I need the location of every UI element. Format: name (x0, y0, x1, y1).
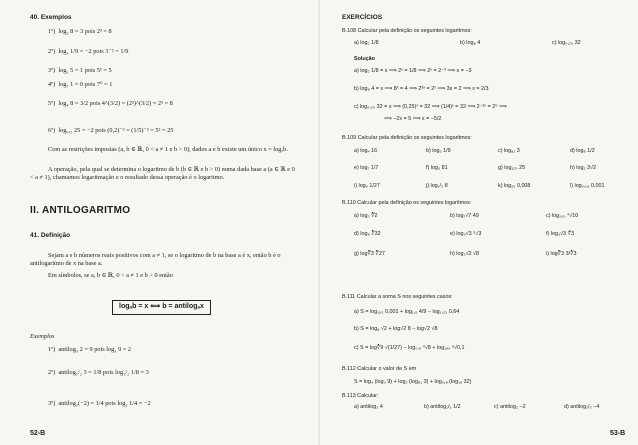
b111-item-c: c) S = log∛9 √(1/27) − log₀,₅ ⁴√8 + log₁₉₆ ⁶√0,1 (354, 345, 465, 351)
b109-item: f) log₃ 81 (426, 165, 448, 171)
definition-paragraph: Sejam a e b números reais positivos com a ≠ 1, se o logaritmo de b na base a é x, então b é o antilogaritmo de x na base a. (30, 252, 281, 267)
solution-b: b) log₈ 4 = x ⟹ 8ˣ = 4 ⟹ 2³ˣ = 2² ⟹ 3x = 2 ⟹ x = 2/3 (354, 86, 489, 92)
solution-a: a) log₂ 1/8 = x ⟹ 2ˣ = 1/8 ⟹ 2ˣ = 2⁻³ ⟹ x = −3 (354, 68, 472, 74)
example-4: 4º) log₇ 1 = 0 pois 7⁰ = 1 (48, 81, 113, 88)
b113-item: d) antilog₁/₃ −4 (564, 404, 600, 410)
b112-prompt: B.112 Calcular o valor de S em (342, 366, 417, 372)
b110-item: e) log₃√3 ⁵√3 (450, 231, 482, 237)
right-page (320, 0, 638, 445)
symbols-paragraph: Em símbolos, se a, b ∈ ℝ, 0 < a ≠ 1 e b > 0 então (48, 272, 173, 279)
section-41-heading: 41. Definição (30, 232, 71, 239)
b109-item: j) log₁/₃ 8 (426, 183, 448, 189)
b109-item: c) log₈₁ 3 (498, 148, 520, 154)
b110-item: a) log₂ ∛2 (354, 213, 378, 219)
b109-item: g) log₁₂₅ 25 (498, 165, 526, 171)
solution-c-line2: ⟹ −2x = 5 ⟹ x = −5/2 (384, 116, 442, 122)
b108-item-a: a) log₂ 1/8 (354, 40, 379, 46)
b109-item: b) log₃ 1/9 (426, 148, 451, 154)
solution-c-line1: c) log₀,₂₅ 32 = x ⟹ (0,25)ˣ = 32 ⟹ (1/4)ˣ = 32 ⟹ 2⁻²ˣ = 2⁵ ⟹ (354, 104, 507, 110)
boxed-definition: logₐb = x ⟺ b = antilogₐx (112, 300, 211, 315)
b113-item: c) antilog₂ −2 (494, 404, 526, 410)
b110-item: f) log₃√3 ∜3 (546, 231, 575, 237)
b110-item: c) log₁₀₀ ⁴√10 (546, 213, 579, 219)
b111-prompt: B.111 Calcular a soma S nos seguintes casos: (342, 294, 453, 300)
left-page (0, 0, 318, 445)
b109-item: h) log₂ 3√2 (570, 165, 597, 171)
b110-row-3 (354, 251, 577, 258)
b110-item: i) log∛3 3/∛3 (546, 251, 577, 257)
b109-prompt: B.109 Calcular pela definição os seguintes logaritmos: (342, 135, 472, 141)
page-number-left: 52-B (30, 430, 46, 437)
exercicios-title: EXERCÍCIOS (342, 14, 383, 21)
b108-item-b: b) log₈ 4 (460, 40, 481, 46)
antilog-example-2: 2º) antilog₁/₂ 3 = 1/8 pois log₁/₂ 1/8 = 3 (48, 369, 149, 376)
b113-item: b) antilog₁/₂ 1/2 (424, 404, 461, 410)
page-number-right: 53-B (610, 430, 626, 437)
b109-item: e) log₇ 1/7 (354, 165, 379, 171)
b110-item: d) log₈ ∛32 (354, 231, 381, 237)
b110-prompt: B.110 Calcular pela definição os seguintes logaritmos: (342, 200, 472, 206)
b111-item-a: a) S = log₁₀₀ 0,001 + log₁,₅ 4/9 − log₁,₂₅ 0,64 (354, 309, 460, 315)
solution-title: Solução (354, 56, 375, 62)
b108-prompt: B.108 Calcular pela definição os seguintes logaritmos: (342, 28, 472, 34)
b113-items (354, 404, 599, 411)
example-3: 3º) log₅ 5 = 1 pois 5¹ = 5 (48, 67, 112, 74)
logarithm-operation-paragraph: A operação, pela qual se determina o logaritmo de b (b ∈ ℝ e b > 0) numa dada base a (a ∈ ℝ e 0 < a ≠ 1), chamamos logaritmação e o resultado dessa operação é o logaritmo. (30, 166, 295, 181)
antilog-example-1: 1º) antilog₃ 2 = 9 pois log₃ 9 = 2 (48, 346, 132, 353)
example-5: 5º) log₄ 8 = 3/2 pois 4^(3/2) = (2²)^(3/2) = 2³ = 8 (48, 100, 173, 107)
b109-item: i) log₉ 1/27 (354, 183, 380, 189)
b109-item: d) log₈ 1/2 (570, 148, 595, 154)
b110-row-2 (354, 231, 574, 238)
section-antilogaritmo-heading: II. ANTILOGARITMO (30, 205, 131, 216)
b108-item-c: c) log₀,₂₅ 32 (552, 40, 581, 46)
b110-item: b) log₇√7 49 (450, 213, 479, 219)
b110-row-1 (354, 213, 578, 220)
section-40-heading: 40. Exemplos (30, 14, 72, 21)
b110-item: h) log₂√2 √8 (450, 251, 479, 257)
b110-item: g) log∛3 ∛27 (354, 251, 385, 257)
b109-item: a) log₄ 16 (354, 148, 378, 154)
example-2: 2º) log₃ 1/9 = −2 pois 3⁻² = 1/9 (48, 48, 129, 55)
b109-item: k) log₂₅ 0,008 (498, 183, 531, 189)
b109-row-1 (354, 148, 595, 155)
b113-prompt: B.113 Calcular: (342, 393, 379, 399)
examples-title: Exemplos (30, 333, 55, 340)
restrictions-paragraph: Com as restrições impostas (a, b ∈ ℝ, 0 < a ≠ 1 e b > 0), dados a e b existe um único x = logₐb. (48, 146, 288, 153)
b109-row-2 (354, 165, 596, 172)
example-6: 6º) log₀,₂ 25 = −2 pois (0,2)⁻² = (1/5)⁻² = 5² = 25 (48, 127, 174, 134)
b112-expression: S = log₄ (log₃ 9) + log₂ (log₈₁ 3) + log₀,₈ (log₁₆ 32) (354, 379, 472, 385)
b109-item: l) log₀,₀₁ 0,001 (570, 183, 605, 189)
b111-item-b: b) S = log₈ √2 + log√2 8 − log√2 √8 (354, 326, 438, 332)
example-1: 1º) log₂ 8 = 3 pois 2³ = 8 (48, 28, 112, 35)
antilog-example-3: 3º) antilog₂(−2) = 1/4 pois log₂ 1/4 = −2 (48, 400, 151, 407)
b113-item: a) antilog₃ 4 (354, 404, 383, 410)
b109-row-3 (354, 183, 604, 190)
